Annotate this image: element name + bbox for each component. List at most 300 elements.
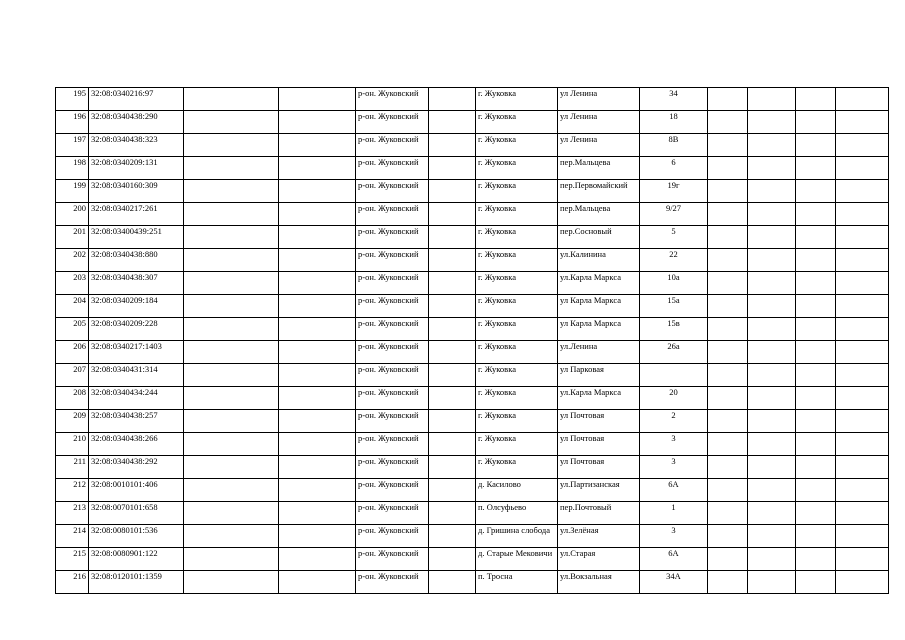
- empty-cell: [279, 571, 356, 594]
- street: ул Парковая: [558, 364, 640, 387]
- street: ул.Калинина: [558, 249, 640, 272]
- street: ул Почтовая: [558, 410, 640, 433]
- table-row: [56, 571, 889, 594]
- district: р-он. Жуковский: [356, 387, 429, 410]
- empty-cell: [429, 525, 476, 548]
- house-number: 10а: [640, 272, 708, 295]
- district: р-он. Жуковский: [356, 502, 429, 525]
- locality: д. Касилово: [476, 479, 558, 502]
- street: ул.Вокзальная: [558, 571, 640, 594]
- locality: г. Жуковка: [476, 318, 558, 341]
- empty-cell: [429, 502, 476, 525]
- district: р-он. Жуковский: [356, 272, 429, 295]
- row-number: 208: [56, 387, 89, 410]
- empty-cell: [748, 318, 796, 341]
- empty-cell: [796, 134, 836, 157]
- district: р-он. Жуковский: [356, 318, 429, 341]
- empty-cell: [836, 479, 889, 502]
- street: ул.Партизанская: [558, 479, 640, 502]
- empty-cell: [184, 295, 279, 318]
- cadastral-number: 32:08:0340160:309: [89, 180, 184, 203]
- empty-cell: [836, 180, 889, 203]
- empty-cell: [184, 318, 279, 341]
- empty-cell: [708, 203, 748, 226]
- empty-cell: [796, 203, 836, 226]
- street: ул Карла Маркса: [558, 318, 640, 341]
- empty-cell: [796, 364, 836, 387]
- house-number: 3: [640, 433, 708, 456]
- empty-cell: [748, 226, 796, 249]
- locality: п. Тросна: [476, 571, 558, 594]
- row-number: 202: [56, 249, 89, 272]
- locality: г. Жуковка: [476, 226, 558, 249]
- row-number: 212: [56, 479, 89, 502]
- district: р-он. Жуковский: [356, 364, 429, 387]
- house-number: 6А: [640, 548, 708, 571]
- row-number: 204: [56, 295, 89, 318]
- empty-cell: [184, 387, 279, 410]
- street: пер.Мальцева: [558, 157, 640, 180]
- empty-cell: [429, 479, 476, 502]
- locality: д. Гришина слобода: [476, 525, 558, 548]
- table-row: [56, 548, 889, 571]
- empty-cell: [184, 433, 279, 456]
- district: р-он. Жуковский: [356, 88, 429, 111]
- empty-cell: [429, 295, 476, 318]
- cadastral-number: 32:08:0340438:880: [89, 249, 184, 272]
- empty-cell: [748, 295, 796, 318]
- empty-cell: [796, 226, 836, 249]
- district: р-он. Жуковский: [356, 571, 429, 594]
- empty-cell: [184, 502, 279, 525]
- empty-cell: [279, 387, 356, 410]
- empty-cell: [279, 456, 356, 479]
- locality: г. Жуковка: [476, 111, 558, 134]
- empty-cell: [184, 272, 279, 295]
- row-number: 200: [56, 203, 89, 226]
- empty-cell: [279, 134, 356, 157]
- locality: г. Жуковка: [476, 157, 558, 180]
- empty-cell: [708, 180, 748, 203]
- table-row: [56, 502, 889, 525]
- empty-cell: [796, 111, 836, 134]
- empty-cell: [279, 249, 356, 272]
- table-row: [56, 433, 889, 456]
- empty-cell: [429, 571, 476, 594]
- empty-cell: [429, 410, 476, 433]
- street: ул Почтовая: [558, 456, 640, 479]
- locality: д. Старые Мековичи: [476, 548, 558, 571]
- empty-cell: [796, 479, 836, 502]
- empty-cell: [748, 203, 796, 226]
- empty-cell: [279, 548, 356, 571]
- locality: г. Жуковка: [476, 433, 558, 456]
- empty-cell: [708, 548, 748, 571]
- locality: г. Жуковка: [476, 88, 558, 111]
- street: пер.Первомайский: [558, 180, 640, 203]
- empty-cell: [279, 111, 356, 134]
- district: р-он. Жуковский: [356, 249, 429, 272]
- empty-cell: [796, 433, 836, 456]
- street: пер.Мальцева: [558, 203, 640, 226]
- house-number: 8В: [640, 134, 708, 157]
- district: р-он. Жуковский: [356, 479, 429, 502]
- empty-cell: [279, 88, 356, 111]
- table-row: [56, 318, 889, 341]
- empty-cell: [748, 525, 796, 548]
- row-number: 214: [56, 525, 89, 548]
- cadastral-number: 32:08:0010101:406: [89, 479, 184, 502]
- district: р-он. Жуковский: [356, 134, 429, 157]
- empty-cell: [429, 203, 476, 226]
- cadastral-number: 32:08:0340438:257: [89, 410, 184, 433]
- empty-cell: [184, 180, 279, 203]
- empty-cell: [836, 571, 889, 594]
- empty-cell: [429, 157, 476, 180]
- district: р-он. Жуковский: [356, 548, 429, 571]
- cadastral-number: 32:08:0340217:1403: [89, 341, 184, 364]
- empty-cell: [836, 88, 889, 111]
- row-number: 210: [56, 433, 89, 456]
- empty-cell: [429, 433, 476, 456]
- cadastral-number: 32:08:0080101:536: [89, 525, 184, 548]
- empty-cell: [184, 203, 279, 226]
- house-number: [640, 364, 708, 387]
- district: р-он. Жуковский: [356, 433, 429, 456]
- empty-cell: [708, 456, 748, 479]
- locality: г. Жуковка: [476, 364, 558, 387]
- cadastral-number: 32:08:0120101:1359: [89, 571, 184, 594]
- empty-cell: [748, 548, 796, 571]
- empty-cell: [748, 341, 796, 364]
- row-number: 216: [56, 571, 89, 594]
- empty-cell: [796, 387, 836, 410]
- district: р-он. Жуковский: [356, 180, 429, 203]
- empty-cell: [796, 410, 836, 433]
- locality: г. Жуковка: [476, 295, 558, 318]
- locality: г. Жуковка: [476, 180, 558, 203]
- empty-cell: [184, 226, 279, 249]
- street: ул.Зелёная: [558, 525, 640, 548]
- empty-cell: [708, 134, 748, 157]
- locality: г. Жуковка: [476, 341, 558, 364]
- street: ул Почтовая: [558, 433, 640, 456]
- empty-cell: [429, 272, 476, 295]
- registry-body: [56, 88, 889, 594]
- house-number: 18: [640, 111, 708, 134]
- empty-cell: [429, 226, 476, 249]
- empty-cell: [708, 364, 748, 387]
- cadastral-number: 32:08:0340434:244: [89, 387, 184, 410]
- table-row: [56, 295, 889, 318]
- district: р-он. Жуковский: [356, 456, 429, 479]
- empty-cell: [836, 134, 889, 157]
- row-number: 199: [56, 180, 89, 203]
- empty-cell: [184, 410, 279, 433]
- street: ул.Старая: [558, 548, 640, 571]
- empty-cell: [796, 502, 836, 525]
- table-row: [56, 111, 889, 134]
- house-number: 6: [640, 157, 708, 180]
- empty-cell: [184, 157, 279, 180]
- locality: г. Жуковка: [476, 134, 558, 157]
- row-number: 195: [56, 88, 89, 111]
- row-number: 207: [56, 364, 89, 387]
- empty-cell: [708, 111, 748, 134]
- empty-cell: [429, 548, 476, 571]
- empty-cell: [279, 295, 356, 318]
- table-row: [56, 180, 889, 203]
- empty-cell: [708, 502, 748, 525]
- cadastral-number: 32:08:0340431:314: [89, 364, 184, 387]
- empty-cell: [748, 456, 796, 479]
- empty-cell: [279, 180, 356, 203]
- house-number: 3: [640, 525, 708, 548]
- empty-cell: [836, 525, 889, 548]
- empty-cell: [796, 525, 836, 548]
- cadastral-number: 32:08:0340438:292: [89, 456, 184, 479]
- locality: г. Жуковка: [476, 203, 558, 226]
- empty-cell: [836, 157, 889, 180]
- row-number: 203: [56, 272, 89, 295]
- empty-cell: [708, 88, 748, 111]
- empty-cell: [279, 410, 356, 433]
- empty-cell: [184, 525, 279, 548]
- empty-cell: [748, 479, 796, 502]
- cadastral-number: 32:08:0340209:228: [89, 318, 184, 341]
- empty-cell: [836, 203, 889, 226]
- locality: г. Жуковка: [476, 272, 558, 295]
- registry-table: [55, 87, 889, 594]
- row-number: 205: [56, 318, 89, 341]
- table-row: [56, 364, 889, 387]
- empty-cell: [796, 157, 836, 180]
- empty-cell: [708, 295, 748, 318]
- house-number: 34: [640, 88, 708, 111]
- empty-cell: [708, 249, 748, 272]
- empty-cell: [796, 548, 836, 571]
- empty-cell: [429, 249, 476, 272]
- locality: г. Жуковка: [476, 249, 558, 272]
- empty-cell: [184, 571, 279, 594]
- locality: г. Жуковка: [476, 456, 558, 479]
- house-number: 3: [640, 456, 708, 479]
- empty-cell: [279, 341, 356, 364]
- empty-cell: [429, 111, 476, 134]
- row-number: 215: [56, 548, 89, 571]
- house-number: 6А: [640, 479, 708, 502]
- empty-cell: [708, 318, 748, 341]
- empty-cell: [429, 88, 476, 111]
- table-row: [56, 226, 889, 249]
- table-row: [56, 410, 889, 433]
- district: р-он. Жуковский: [356, 157, 429, 180]
- empty-cell: [279, 525, 356, 548]
- row-number: 197: [56, 134, 89, 157]
- empty-cell: [184, 341, 279, 364]
- empty-cell: [184, 249, 279, 272]
- house-number: 20: [640, 387, 708, 410]
- row-number: 206: [56, 341, 89, 364]
- empty-cell: [748, 249, 796, 272]
- empty-cell: [796, 456, 836, 479]
- empty-cell: [748, 502, 796, 525]
- cadastral-number: 32:08:0340438:266: [89, 433, 184, 456]
- empty-cell: [796, 249, 836, 272]
- row-number: 213: [56, 502, 89, 525]
- district: р-он. Жуковский: [356, 203, 429, 226]
- table-row: [56, 272, 889, 295]
- empty-cell: [184, 134, 279, 157]
- table-row: [56, 88, 889, 111]
- empty-cell: [279, 318, 356, 341]
- cadastral-number: 32:08:0070101:658: [89, 502, 184, 525]
- empty-cell: [836, 410, 889, 433]
- cadastral-number: 32:08:0340209:131: [89, 157, 184, 180]
- empty-cell: [836, 364, 889, 387]
- table-row: [56, 203, 889, 226]
- empty-cell: [279, 364, 356, 387]
- house-number: 22: [640, 249, 708, 272]
- empty-cell: [836, 502, 889, 525]
- empty-cell: [836, 387, 889, 410]
- cadastral-number: 32:08:0340438:323: [89, 134, 184, 157]
- locality: г. Жуковка: [476, 410, 558, 433]
- empty-cell: [748, 134, 796, 157]
- empty-cell: [836, 318, 889, 341]
- empty-cell: [279, 226, 356, 249]
- empty-cell: [748, 571, 796, 594]
- street: ул Карла Маркса: [558, 295, 640, 318]
- house-number: 5: [640, 226, 708, 249]
- house-number: 15а: [640, 295, 708, 318]
- table-row: [56, 341, 889, 364]
- street: ул.Карла Маркса: [558, 387, 640, 410]
- row-number: 198: [56, 157, 89, 180]
- empty-cell: [279, 157, 356, 180]
- cadastral-number: 32:08:0080901:122: [89, 548, 184, 571]
- cadastral-number: 32:08:0340217:261: [89, 203, 184, 226]
- row-number: 211: [56, 456, 89, 479]
- empty-cell: [796, 318, 836, 341]
- empty-cell: [796, 295, 836, 318]
- street: ул.Карла Маркса: [558, 272, 640, 295]
- empty-cell: [184, 364, 279, 387]
- empty-cell: [184, 548, 279, 571]
- street: ул Ленина: [558, 111, 640, 134]
- empty-cell: [796, 180, 836, 203]
- empty-cell: [748, 157, 796, 180]
- empty-cell: [836, 548, 889, 571]
- empty-cell: [184, 88, 279, 111]
- empty-cell: [748, 433, 796, 456]
- empty-cell: [796, 272, 836, 295]
- empty-cell: [836, 226, 889, 249]
- table-row: [56, 134, 889, 157]
- empty-cell: [708, 272, 748, 295]
- empty-cell: [748, 180, 796, 203]
- house-number: 15в: [640, 318, 708, 341]
- house-number: 9/27: [640, 203, 708, 226]
- table-row: [56, 387, 889, 410]
- street: ул.Ленина: [558, 341, 640, 364]
- row-number: 196: [56, 111, 89, 134]
- table-row: [56, 249, 889, 272]
- empty-cell: [708, 387, 748, 410]
- locality: п. Олсуфьево: [476, 502, 558, 525]
- empty-cell: [429, 341, 476, 364]
- empty-cell: [429, 456, 476, 479]
- empty-cell: [836, 295, 889, 318]
- cadastral-number: 32:08:0340209:184: [89, 295, 184, 318]
- empty-cell: [279, 479, 356, 502]
- empty-cell: [429, 134, 476, 157]
- house-number: 1: [640, 502, 708, 525]
- row-number: 201: [56, 226, 89, 249]
- street: ул Ленина: [558, 134, 640, 157]
- empty-cell: [836, 433, 889, 456]
- empty-cell: [796, 571, 836, 594]
- table-row: [56, 479, 889, 502]
- district: р-он. Жуковский: [356, 111, 429, 134]
- empty-cell: [279, 203, 356, 226]
- table-row: [56, 456, 889, 479]
- house-number: 2: [640, 410, 708, 433]
- empty-cell: [184, 479, 279, 502]
- district: р-он. Жуковский: [356, 410, 429, 433]
- locality: г. Жуковка: [476, 387, 558, 410]
- empty-cell: [429, 387, 476, 410]
- table-row: [56, 157, 889, 180]
- empty-cell: [184, 456, 279, 479]
- cadastral-number: 32:08:0340438:307: [89, 272, 184, 295]
- district: р-он. Жуковский: [356, 295, 429, 318]
- empty-cell: [708, 157, 748, 180]
- street: ул Ленина: [558, 88, 640, 111]
- empty-cell: [836, 341, 889, 364]
- empty-cell: [429, 364, 476, 387]
- empty-cell: [708, 341, 748, 364]
- empty-cell: [429, 318, 476, 341]
- cadastral-number: 32:08:0340438:290: [89, 111, 184, 134]
- empty-cell: [748, 111, 796, 134]
- empty-cell: [748, 88, 796, 111]
- district: р-он. Жуковский: [356, 341, 429, 364]
- empty-cell: [708, 410, 748, 433]
- house-number: 34А: [640, 571, 708, 594]
- empty-cell: [279, 502, 356, 525]
- empty-cell: [279, 272, 356, 295]
- empty-cell: [748, 364, 796, 387]
- house-number: 26а: [640, 341, 708, 364]
- empty-cell: [748, 272, 796, 295]
- empty-cell: [184, 111, 279, 134]
- cadastral-number: 32:08:03400439:251: [89, 226, 184, 249]
- empty-cell: [836, 249, 889, 272]
- empty-cell: [796, 88, 836, 111]
- empty-cell: [708, 479, 748, 502]
- empty-cell: [836, 111, 889, 134]
- empty-cell: [708, 571, 748, 594]
- street: пер.Почтовый: [558, 502, 640, 525]
- empty-cell: [708, 525, 748, 548]
- table-row: [56, 525, 889, 548]
- empty-cell: [796, 341, 836, 364]
- empty-cell: [708, 226, 748, 249]
- empty-cell: [748, 387, 796, 410]
- row-number: 209: [56, 410, 89, 433]
- house-number: 19г: [640, 180, 708, 203]
